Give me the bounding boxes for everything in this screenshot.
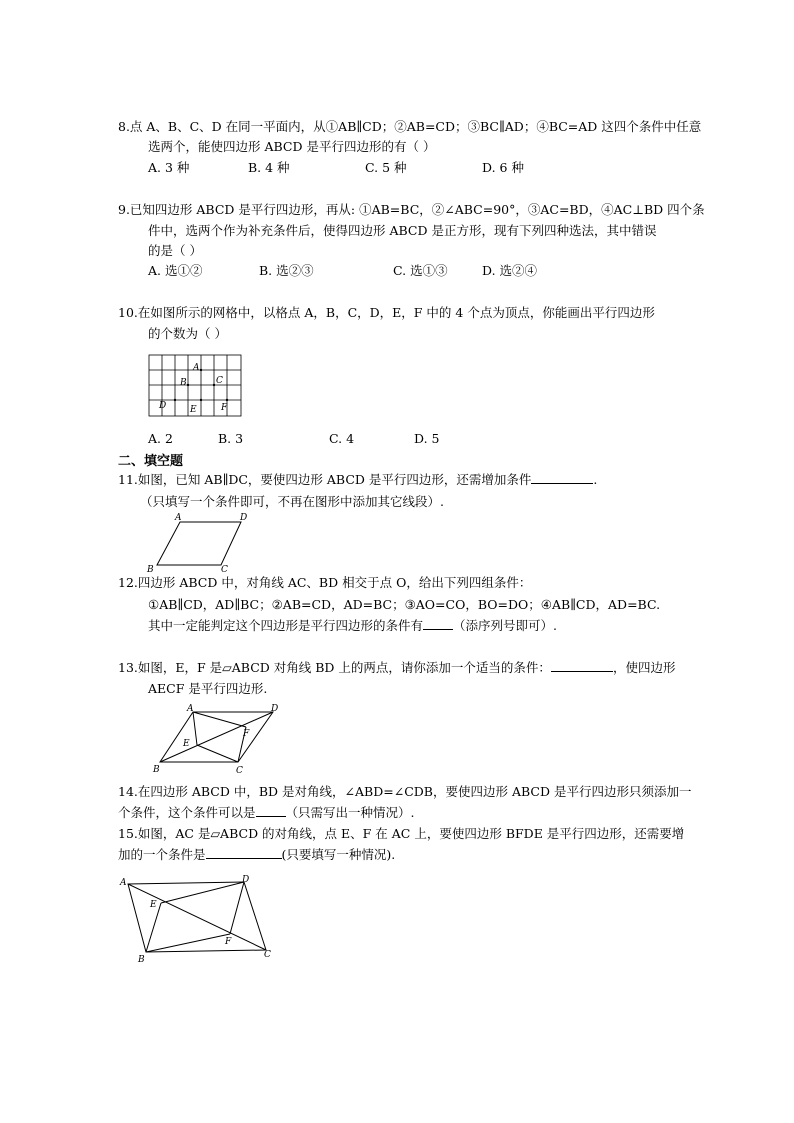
q11-line1-text: 11.如图，已知 AB∥DC，要使四边形 ABCD 是平行四边形，还需增加条件 (118, 472, 532, 487)
q8-option-c: C. 5 种 (365, 160, 407, 175)
q8-option-a: A. 3 种 (148, 160, 190, 175)
q15-line2 (118, 846, 395, 864)
q14-line1: 14.在四边形 ABCD 中，BD 是对角线，∠ABD=∠CDB，要使四边形 ABCD 是平行四边形只须添加一 (118, 784, 692, 799)
figure-lines (128, 882, 266, 952)
figure-lines (160, 712, 273, 762)
q9-line3: 的是（ ） (148, 243, 202, 258)
label-b: B (153, 765, 160, 775)
q11-answer-blank[interactable] (531, 471, 593, 484)
q12-line1: 12.四边形 ABCD 中，对角线 AC、BD 相交于点 O，给出下列四组条件： (118, 575, 532, 590)
point-e (200, 399, 202, 401)
label-f: F (221, 403, 228, 413)
label-d: D (271, 704, 279, 714)
q10-line2: 的个数为（ ） (148, 326, 227, 341)
q8-option-b: B. 4 种 (248, 160, 290, 175)
q14-line2 (118, 804, 415, 822)
q12-line3 (148, 617, 557, 635)
point-b (187, 384, 189, 386)
segment-df (230, 882, 244, 934)
label-c: C (264, 950, 271, 960)
q10-grid-figure (148, 354, 244, 418)
q9-line1: 9.已知四边形 ABCD 是平行四边形，再从: ①AB=BC，②∠ABC=90°，③AC=BD，④AC⊥BD 四个条 (118, 202, 705, 217)
label-a: A (187, 704, 194, 714)
section-title-fill-in: 二、填空题 (118, 454, 184, 469)
point-d (174, 399, 176, 401)
point-c (213, 384, 215, 386)
label-b: B (138, 955, 145, 965)
q11-line1-end: . (593, 472, 598, 487)
q15-answer-blank[interactable] (206, 846, 282, 859)
q14-answer-blank[interactable] (256, 804, 286, 817)
q14-line2-text: 个条件，这个条件可以是 (118, 805, 256, 820)
q10-option-c: C. 4 (329, 431, 355, 446)
q12-line2: ①AB∥CD，AD∥BC；②AB=CD，AD=BC；③AO=CO，BO=DO；④AB∥CD，AD=BC. (148, 597, 661, 612)
q13-line2: AECF 是平行四边形. (148, 681, 268, 696)
segment-ce (197, 745, 238, 762)
q12-line3-text: 其中一定能判定这个四边形是平行四边形的条件有 (148, 618, 424, 633)
label-d: D (240, 513, 248, 523)
point-a (200, 369, 202, 371)
q13-figure (150, 700, 290, 776)
label-d: D (242, 875, 250, 885)
q10-line1: 10.在如图所示的网格中，以格点 A，B，C，D，E，F 中的 4 个点为顶点，你能画出平行四边形 (118, 305, 655, 320)
q15-line2-end: (只要填写一种情况). (281, 847, 396, 862)
q15-figure (118, 873, 278, 963)
q8-option-d: D. 6 种 (482, 160, 524, 175)
q12-line3-end: （添序列号即可）. (453, 618, 557, 633)
q10-option-b: B. 3 (218, 431, 244, 446)
q10-option-d: D. 5 (414, 431, 440, 446)
q13-answer-blank[interactable] (551, 659, 613, 672)
label-b: B (180, 378, 187, 388)
q11-line1 (118, 471, 597, 489)
label-c: C (221, 565, 228, 575)
segment-bf (146, 934, 230, 952)
q13-line1 (118, 659, 675, 677)
label-c: C (236, 766, 243, 776)
label-a: A (193, 363, 200, 373)
label-d: D (159, 401, 167, 411)
point-f (226, 399, 228, 401)
label-f: F (243, 729, 250, 739)
q15-line2-text: 加的一个条件是 (118, 847, 206, 862)
label-f: F (225, 937, 232, 947)
q12-answer-blank[interactable] (423, 617, 453, 630)
segment-be (146, 903, 161, 952)
label-a: A (175, 513, 182, 523)
label-b: B (147, 565, 154, 575)
q10-option-a: A. 2 (148, 431, 173, 446)
q9-option-c: C. 选①③ (393, 263, 448, 278)
q11-line2: （只填写一个条件即可，不再在图形中添加其它线段）. (140, 494, 444, 509)
label-e: E (150, 900, 157, 910)
q13-line1-text: 13.如图，E，F 是▱ABCD 对角线 BD 上的两点，请你添加一个适当的条件： (118, 660, 551, 675)
q11-figure (144, 512, 254, 575)
q8-line1: 8.点 A、B、C、D 在同一平面内，从①AB∥CD；②AB=CD；③BC∥AD；④BC=AD 这四个条件中任意 (118, 119, 702, 134)
segment-ae (193, 712, 197, 745)
q15-line1: 15.如图，AC 是▱ABCD 的对角线，点 E、F 在 AC 上，要使四边形 BFDE 是平行四边形，还需要增 (118, 826, 685, 841)
q9-option-a: A. 选①② (148, 263, 203, 278)
parallelogram-abcd (157, 522, 241, 565)
q8-line2: 选两个，能使四边形 ABCD 是平行四边形的有（ ） (148, 139, 436, 154)
label-e: E (190, 405, 197, 415)
q13-line1-end: ，使四边形 (612, 660, 676, 675)
q9-option-b: B. 选②③ (259, 263, 314, 278)
label-a: A (120, 878, 127, 888)
q14-line2-end: （只需写出一种情况）. (285, 805, 415, 820)
label-c: C (216, 376, 223, 386)
segment-af (193, 712, 246, 727)
segment-de (161, 882, 244, 903)
q9-line2: 件中，选两个作为补充条件后，使得四边形 ABCD 是正方形，现有下列四种选法，其中错误 (148, 223, 657, 238)
q9-option-d: D. 选②④ (482, 263, 538, 278)
label-e: E (183, 739, 190, 749)
